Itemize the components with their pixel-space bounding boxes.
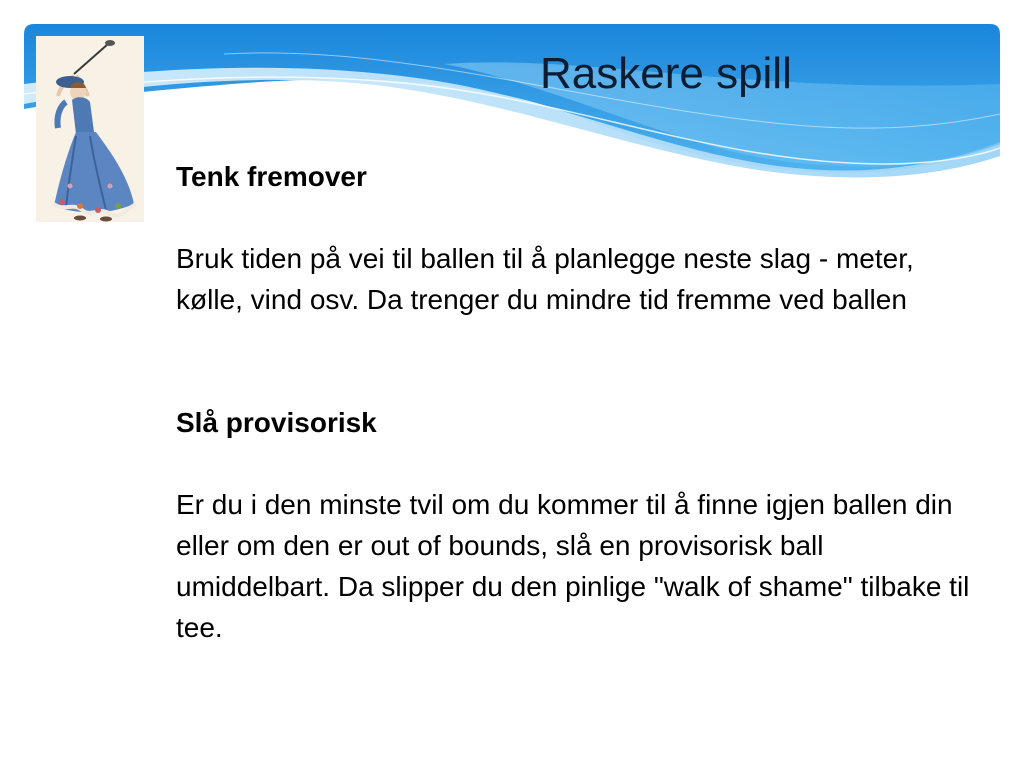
section-heading-tenk-fremover: Tenk fremover bbox=[176, 161, 367, 192]
section-heading-sla-provisorisk: Slå provisorisk bbox=[176, 407, 377, 438]
golfer-woman-illustration bbox=[36, 36, 144, 222]
slide-content bbox=[176, 156, 976, 648]
spacer bbox=[176, 320, 976, 402]
section-body-tenk-fremover: Bruk tiden på vei til ballen til å planlegge neste slag - meter, kølle, vind osv. Da trenger du mindre tid fremme ved ballen bbox=[176, 243, 914, 315]
section-body-sla-provisorisk: Er du i den minste tvil om du kommer til å finne igjen ballen din eller om den er out of bounds, slå en provisorisk ball umiddelbart. Da slipper du den pinlige "walk of shame" tilbake til tee. bbox=[176, 489, 970, 643]
spacer bbox=[176, 443, 976, 484]
spacer bbox=[176, 197, 976, 238]
slide-title: Raskere spill bbox=[540, 49, 792, 98]
